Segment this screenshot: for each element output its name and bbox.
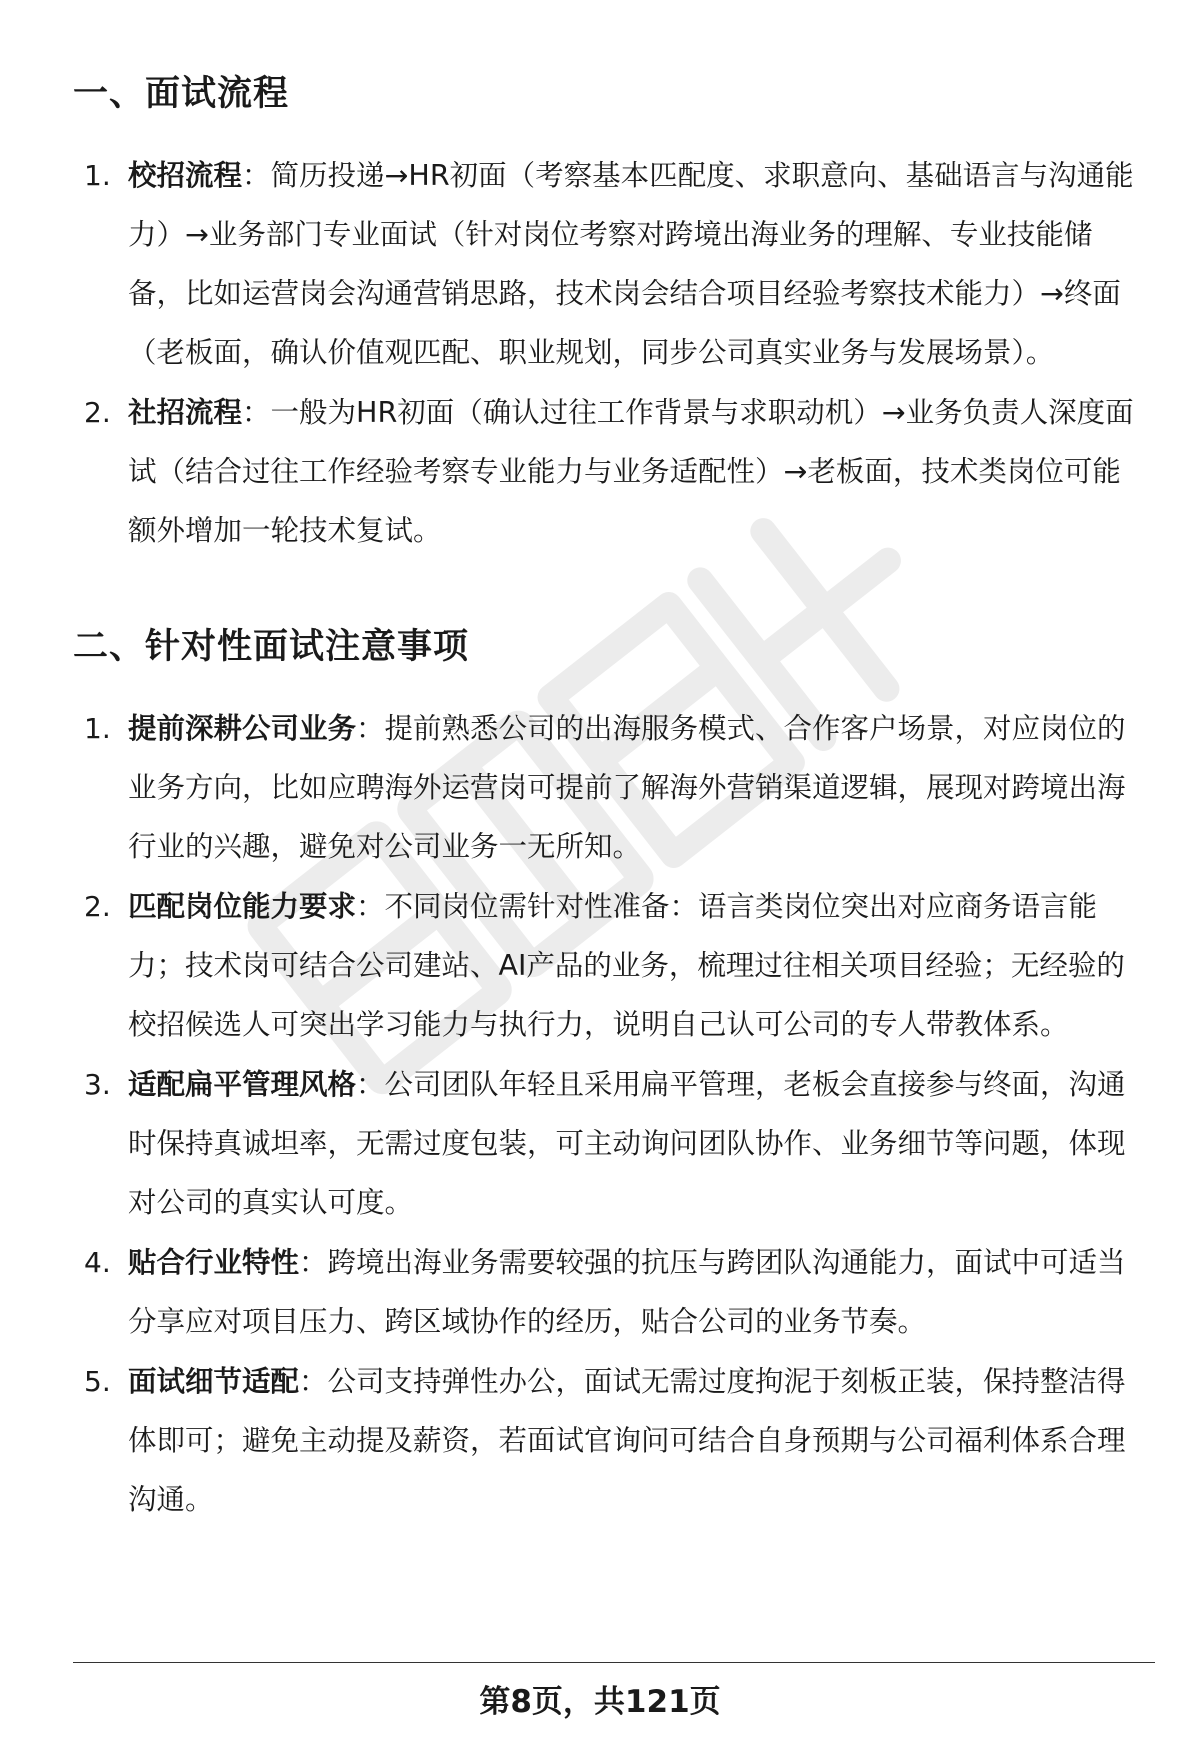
list-item-heading: 提前深耕公司业务 xyxy=(128,712,357,745)
list-item xyxy=(0,1055,1200,1232)
list-item-number: 1. xyxy=(84,159,111,192)
list-item xyxy=(0,877,1200,1054)
page-number: 第8页，共121页 xyxy=(479,1684,721,1720)
list-item-body: 简历投递→HR初面（考察基本匹配度、求职意向、基础语言与沟通能力）→业务部门专业面试（针对岗位考察对跨境出海业务的理解、专业技能储备，比如运营岗会沟通营销思路，技术岗会结合项目经验考察技术能力）→终面（老板面，确认价值观匹配、职业规划，同步公司真实业务与发展场景）。 xyxy=(128,159,1134,369)
list-item-heading: 面试细节适配 xyxy=(128,1365,300,1398)
list-item xyxy=(0,146,1200,382)
list-item-colon: ： xyxy=(356,1068,385,1101)
list-item-body: 公司团队年轻且采用扁平管理，老板会直接参与终面，沟通时保持真诚坦率，无需过度包装，可主动询问团队协作、业务细节等问题，体现对公司的真实认可度。 xyxy=(128,1068,1126,1219)
list-item-colon: ： xyxy=(299,1246,328,1279)
footer-divider xyxy=(73,1662,1155,1663)
list-item xyxy=(0,1352,1200,1529)
list-item-heading: 适配扁平管理风格 xyxy=(128,1068,357,1101)
list-item-heading: 匹配岗位能力要求 xyxy=(128,890,357,923)
list-item-body: 跨境出海业务需要较强的抗压与跨团队沟通能力，面试中可适当分享应对项目压力、跨区域协作的经历，贴合公司的业务节奏。 xyxy=(128,1246,1126,1338)
list-item-colon: ： xyxy=(356,712,385,745)
list-item-colon: ： xyxy=(299,1365,328,1398)
list-item xyxy=(0,1233,1200,1351)
list-item-heading: 社招流程 xyxy=(128,396,243,429)
list-item-body: 提前熟悉公司的出海服务模式、合作客户场景，对应岗位的业务方向，比如应聘海外运营岗可提前了解海外营销渠道逻辑，展现对跨境出海行业的兴趣，避免对公司业务一无所知。 xyxy=(128,712,1126,863)
list-item-number: 4. xyxy=(84,1246,111,1279)
list-item-body: 不同岗位需针对性准备：语言类岗位突出对应商务语言能力；技术岗可结合公司建站、AI产品的业务，梳理过往相关项目经验；无经验的校招候选人可突出学习能力与执行力，说明自己认可公司的专人带教体系。 xyxy=(128,890,1125,1041)
list-item-heading: 贴合行业特性 xyxy=(128,1246,300,1279)
list-item xyxy=(0,699,1200,876)
list-item-number: 2. xyxy=(84,396,111,429)
process-list xyxy=(0,146,1200,561)
list-item-number: 5. xyxy=(84,1365,111,1398)
tips-list xyxy=(0,699,1200,1530)
list-item-heading: 校招流程 xyxy=(128,159,243,192)
list-item-number: 1. xyxy=(84,712,111,745)
section-title-tips: 二、针对性面试注意事项 xyxy=(73,627,470,667)
list-item-number: 3. xyxy=(84,1068,111,1101)
list-item-body: 一般为HR初面（确认过往工作背景与求职动机）→业务负责人深度面试（结合过往工作经验考察专业能力与业务适配性）→老板面，技术类岗位可能额外增加一轮技术复试。 xyxy=(128,396,1134,547)
list-item xyxy=(0,383,1200,560)
list-item-colon: ： xyxy=(356,890,385,923)
list-item-number: 2. xyxy=(84,890,111,923)
section-title-process: 一、面试流程 xyxy=(73,74,290,114)
list-item-colon: ： xyxy=(242,159,271,192)
list-item-colon: ： xyxy=(242,396,271,429)
list-item-body: 公司支持弹性办公，面试无需过度拘泥于刻板正装，保持整洁得体即可；避免主动提及薪资，若面试官询问可结合自身预期与公司福利体系合理沟通。 xyxy=(128,1365,1126,1516)
